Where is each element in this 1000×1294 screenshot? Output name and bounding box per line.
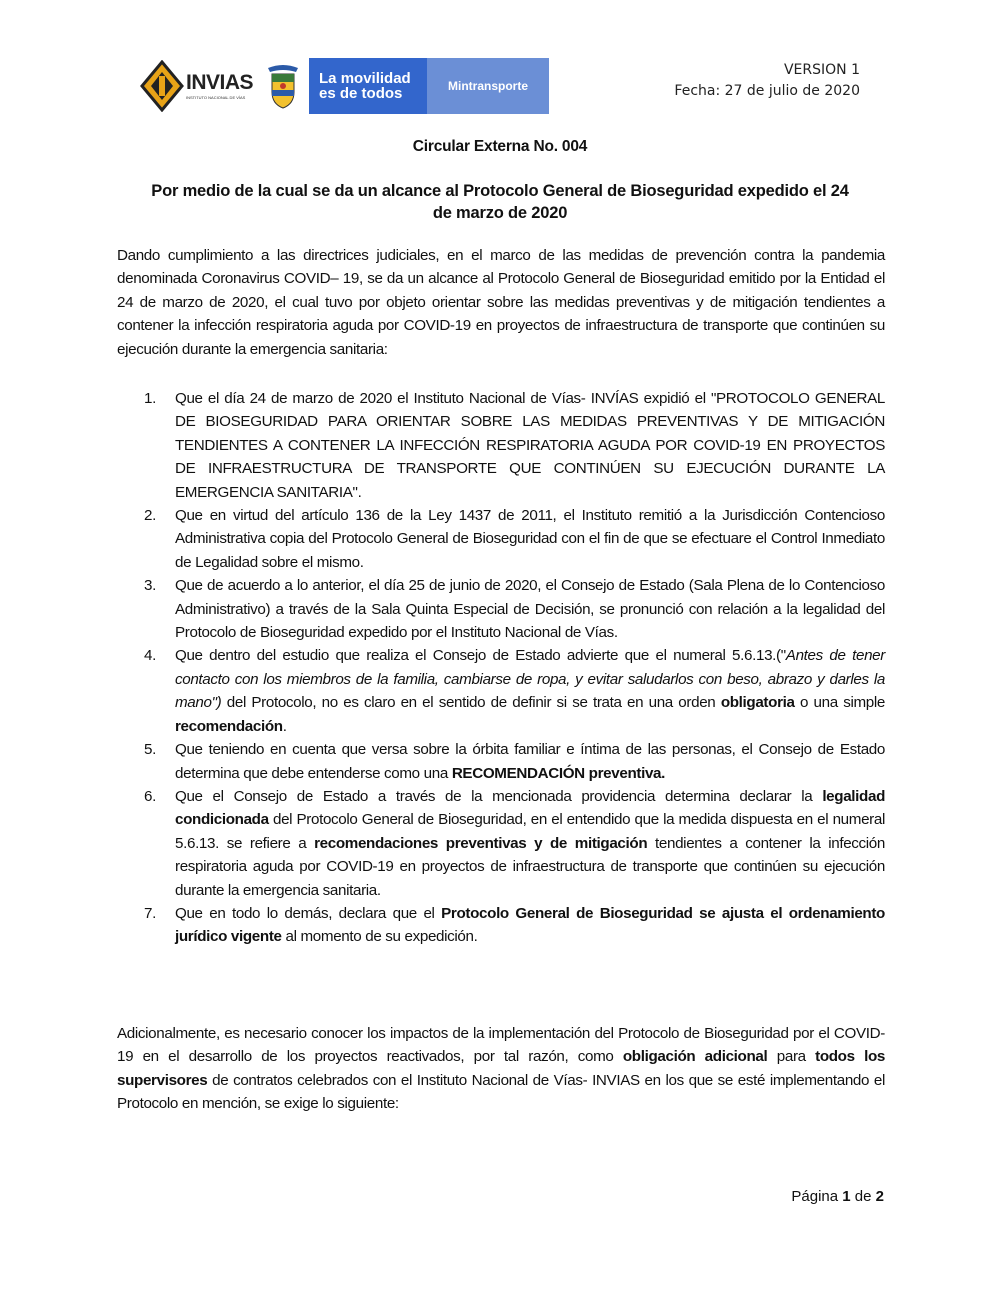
list-item xyxy=(117,504,885,574)
banner-ministry: Mintransporte xyxy=(427,58,549,114)
item-text: Que el día 24 de marzo de 2020 el Instituto Nacional de Vías- INVÍAS expidió el "PROTOCOLO GENERAL DE BIOSEGURIDAD PARA ORIENTAR SOBRE LAS MEDIDAS PREVENTIVAS Y DE MITIGACIÓN TENDIENTES A CONTENER LA INFECCIÓN RESPIRATORIA AGUDA POR COVID-19 EN PROYECTOS DE INFRAESTRUCTURA DE TRANSPORTE QUE CONTINÚEN SU EJECUCIÓN DURANTE LA EMERGENCIA SANITARIA". xyxy=(175,390,885,501)
item-text: . xyxy=(282,717,287,735)
list-item xyxy=(117,574,885,644)
logo-text: INVIAS xyxy=(186,71,254,94)
item-text: o una simple xyxy=(794,694,885,712)
date-label: Fecha: 27 de julio de 2020 xyxy=(674,83,860,99)
document-title: Por medio de la cual se da un alcance al Protocolo General de Bioseguridad expedido el 24 de marzo de 2020 xyxy=(151,182,849,222)
closing-paragraph xyxy=(117,1022,885,1116)
banner-slogan xyxy=(309,58,427,114)
item-number: 6. xyxy=(144,787,156,805)
item-number: 1. xyxy=(144,390,156,407)
item-text: Que en todo lo demás, declara que el xyxy=(175,904,442,922)
closing-text: de contratos celebrados con el Instituto Nacional de Vías- INVIAS en los que se esté implementando el Protocolo en mención, se exige lo siguiente: xyxy=(117,1071,885,1113)
item-text: del Protocolo General de Bioseguridad, en el entendido que la medida dispuesta en el numeral 5.6.13. se refiere a xyxy=(175,811,885,852)
logo-subtext: INSTITUTO NACIONAL DE VÍAS xyxy=(186,95,246,100)
circular-number: Circular Externa No. 004 xyxy=(412,138,588,155)
page-label: Página xyxy=(791,1188,839,1205)
closing-emphasis: todos los supervisores xyxy=(117,1048,885,1089)
invias-logo xyxy=(140,58,253,114)
item-emphasis: legalidad condicionada xyxy=(175,787,885,829)
item-emphasis: recomendación xyxy=(175,717,283,735)
item-text: al momento de su expedición. xyxy=(281,928,478,946)
item-text: tendientes a contener la infección respiratoria aguda por COVID-19 en proyectos de infraestructura de transporte que continúen su ejecución durante la emergencia sanitaria. xyxy=(175,834,886,899)
list-item xyxy=(117,387,885,504)
item-quote: Antes de tener contacto con los miembros de la familia, cambiarse de ropa, y evitar saludarlos con beso, abrazo y darles la mano") xyxy=(175,647,885,712)
item-emphasis: RECOMENDACIÓN preventiva. xyxy=(451,764,666,782)
closing-text: Adicionalmente, es necesario conocer los impactos de la implementación del Protocolo de Bioseguridad por el COVID-19 en el desarrollo de los proyectos reactivados, por tal razón, como xyxy=(117,1025,885,1066)
closing-text: para xyxy=(767,1048,816,1066)
item-text: del Protocolo, no es claro en el sentido de definir si se trata en una orden xyxy=(221,694,721,712)
version-block xyxy=(674,60,860,102)
version-label: VERSION 1 xyxy=(783,62,860,78)
list-item xyxy=(117,644,885,738)
item-number: 3. xyxy=(144,577,156,595)
item-text: Que el Consejo de Estado a través de la mencionada providencia determina declarar la xyxy=(175,787,823,805)
banner-line-2: es de todos xyxy=(319,85,403,102)
page-number xyxy=(791,1188,884,1205)
item-number: 7. xyxy=(144,904,156,922)
item-emphasis: Protocolo General de Bioseguridad se ajusta el ordenamiento jurídico vigente xyxy=(175,904,885,946)
total-pages: 2 xyxy=(875,1188,884,1205)
considerations-list xyxy=(117,387,885,949)
item-text: Que de acuerdo a lo anterior, el día 25 de junio de 2020, el Consejo de Estado (Sala Plena de lo Contencioso Administrativo) a través de la Sala Quinta Especial de Decisión, se pronunció con relación a la legalidad del Protocolo de Bioseguridad expedido por el Instituto Nacional de Vías. xyxy=(175,577,885,642)
item-emphasis: obligatoria xyxy=(720,694,795,712)
list-item xyxy=(117,738,885,785)
banner-line-1: La movilidad xyxy=(319,70,411,87)
header-logos xyxy=(140,58,549,114)
item-number: 4. xyxy=(144,647,156,665)
invias-diamond-icon xyxy=(140,60,184,112)
coat-of-arms-icon xyxy=(263,61,303,111)
government-banner xyxy=(309,58,549,114)
item-text: Que teniendo en cuenta que versa sobre la órbita familiar e íntima de las personas, el Consejo de Estado determina que debe entenderse como una xyxy=(175,741,885,782)
closing-emphasis: obligación adicional xyxy=(622,1048,768,1066)
page-of: de xyxy=(854,1188,872,1205)
intro-paragraph: Dando cumplimiento a las directrices judiciales, en el marco de las medidas de prevención contra la pandemia denominada Coronavirus COVID– 19, se da un alcance al Protocolo General de Bioseguridad emitido por la Entidad el 24 de marzo de 2020, el cual tuvo por objeto orientar sobre las medidas preventivas y de mitigación tendientes a contener la infección respiratoria aguda por COVID-19 en proyectos de infraestructura de transporte que continúen su ejecución durante la emergencia sanitaria: xyxy=(117,247,885,358)
item-number: 5. xyxy=(144,741,156,759)
current-page: 1 xyxy=(842,1188,851,1205)
list-item xyxy=(117,902,885,949)
item-number: 2. xyxy=(144,507,156,525)
list-item xyxy=(117,785,885,902)
item-emphasis: recomendaciones preventivas y de mitigación xyxy=(314,834,648,852)
item-text: Que dentro del estudio que realiza el Consejo de Estado advierte que el numeral 5.6.13.(" xyxy=(175,647,786,665)
item-text: Que en virtud del artículo 136 de la Ley 1437 de 2011, el Instituto remitió a la Jurisdicción Contencioso Administrativa copia del Protocolo General de Bioseguridad con el fin de que se efectuare el Control Inmediato de Legalidad sobre el mismo. xyxy=(175,507,885,571)
